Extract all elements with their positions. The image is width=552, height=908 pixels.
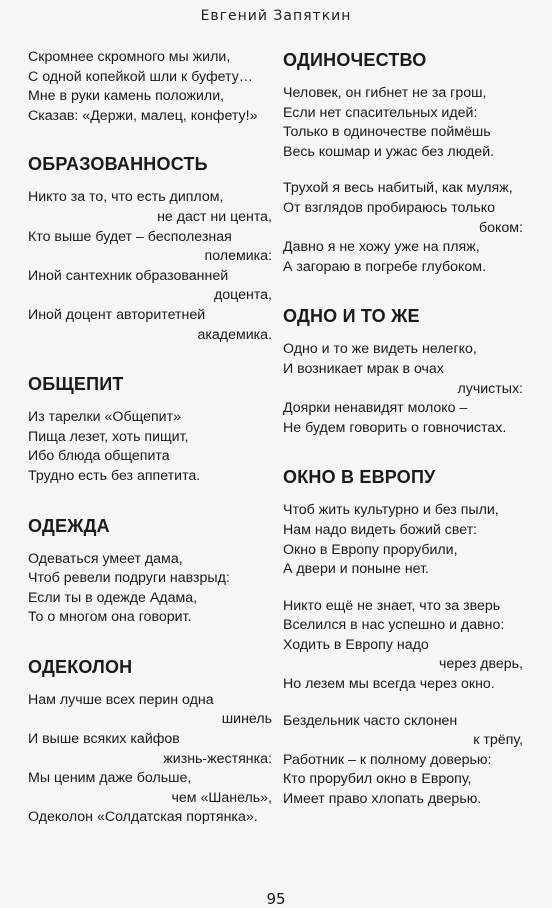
poem-line: Человек, он гибнет не за грош, [283,85,487,101]
left-column [28,48,272,828]
poem-line: Трухой я весь набитый, как муляж, [283,180,513,197]
poem-title: ОБЩЕПИТ [28,374,124,395]
poem-line: полемика: [204,248,272,265]
poem-title: ОДНО И ТО ЖЕ [283,306,420,327]
poem-line: Окно в Европу прорубили, [283,541,458,558]
spacer [283,695,523,712]
poem-line: То о многом она говорит. [28,609,192,626]
poem-line: Скромнее скромного мы жили, [28,49,231,65]
poem-line: не даст ни цента, [157,208,272,225]
poem-line: Никто за то, что есть диплом, [28,189,224,206]
spacer [283,277,523,304]
stanza [28,408,272,486]
spacer [28,126,272,152]
poem-line: Одеваться умеет дама, [28,550,183,567]
poem-line: Давно я не хожу уже на пляж, [283,239,480,256]
poem-line: Если ты в одежде Адама, [28,589,198,606]
poem-line: Трудно есть без аппетита. [28,467,201,484]
poem-line: Одеколон «Солдатская портянка». [28,809,258,826]
poem-line: Одно и то же видеть нелегко, [283,341,477,358]
spacer [28,628,272,655]
stanza [283,597,523,695]
stanza [28,188,272,345]
poem-line: Кто прорубил окно в Европу, [283,771,472,788]
poem-title: ОКНО В ЕВРОПУ [283,467,436,488]
poem [283,48,523,277]
stanza [283,340,523,438]
poem-line: И возникает мрак в очах [283,360,444,377]
spacer [28,487,272,514]
poem-line: жизнь-жестянка: [163,750,272,767]
poem-line: доцента, [213,287,272,304]
poem-line: А загораю в погребе глубоком. [283,258,486,275]
poem-line: Но лезем мы всегда через окно. [283,676,495,693]
poem-line: Нам лучше всех перин одна [28,691,214,708]
poem-line: С одной копейкой шли к буфету… [28,68,253,85]
poem-continuation [28,48,272,126]
poem-line: От взглядов пробираюсь только [283,199,496,216]
spacer [28,345,272,372]
stanza [283,501,523,579]
page-number: 95 [266,890,286,908]
poem-line: Чтоб ревели подруги навзрыд: [28,570,230,587]
poem [28,372,272,486]
poem-line: Доярки ненавидят молоко – [283,400,468,417]
poem [283,304,523,438]
poem-line: Имеет право хлопать дверью. [283,791,482,808]
poem-line: Ибо блюда общепита [28,448,170,465]
poem-title: ОДЕКОЛОН [28,656,133,677]
poem [28,152,272,345]
stanza [28,550,272,628]
poem-line: Только в одиночестве поймёшь [283,124,491,141]
poem-line: Пища лезет, хоть пищит, [28,428,189,445]
spacer [283,438,523,465]
poem-line: к трёпу, [473,732,523,749]
stanza [283,84,523,162]
poem-line: через дверь, [439,656,523,673]
poem-line: Никто ещё не знает, что за зверь [283,597,501,614]
poem-line: академика. [197,326,272,343]
poem-title: ОБРАЗОВАННОСТЬ [28,154,208,175]
running-header: Евгений Запяткин [200,8,352,24]
poem-line: Мне в руки камень положили, [28,88,225,105]
spacer [283,580,523,597]
poem-line: Иной доцент авторитетней [28,306,206,323]
poem-title: ОДЕЖДА [28,515,110,536]
poem-line: Если нет спасительных идей: [283,104,478,121]
poem-line: Сказав: «Держи, малец, конфету!» [28,107,258,124]
poem-line: чем «Шанель», [171,789,272,806]
poem-line: Мы ценим даже больше, [28,770,192,787]
poem-line: Иной сантехник образованней [28,267,229,284]
poem-line: Весь кошмар и ужас без людей. [283,143,495,160]
poem-line: Не будем говорить о говночистах. [283,419,507,436]
poem-line: боком: [479,219,523,236]
poem [283,465,523,809]
poem-line: Кто выше будет – бесполезная [28,228,232,245]
stanza [28,691,272,828]
spacer [283,162,523,179]
poem-title: ОДИНОЧЕСТВО [283,50,427,70]
poem-line: Работник – к полному доверью: [283,751,492,768]
stanza [283,712,523,810]
poem-line: Ходить в Европу надо [283,636,429,653]
right-column [283,48,523,810]
poem-line: Из тарелки «Общепит» [28,409,181,426]
poem-line: Вселился в нас успешно и давно: [283,617,505,634]
poem-line: Нам надо видеть божий свет: [283,521,478,538]
poem-line: лучистых: [457,380,523,397]
poem-line: Бездельник часто склонен [283,712,458,729]
poem-line: Чтоб жить культурно и без пыли, [283,502,499,519]
poem [28,655,272,828]
poem-line: А двери и поныне нет. [283,561,429,578]
stanza [283,179,523,277]
poem-line: шинель [221,711,272,728]
poem-line: И выше всяких кайфов [28,731,180,748]
poem [28,514,272,628]
